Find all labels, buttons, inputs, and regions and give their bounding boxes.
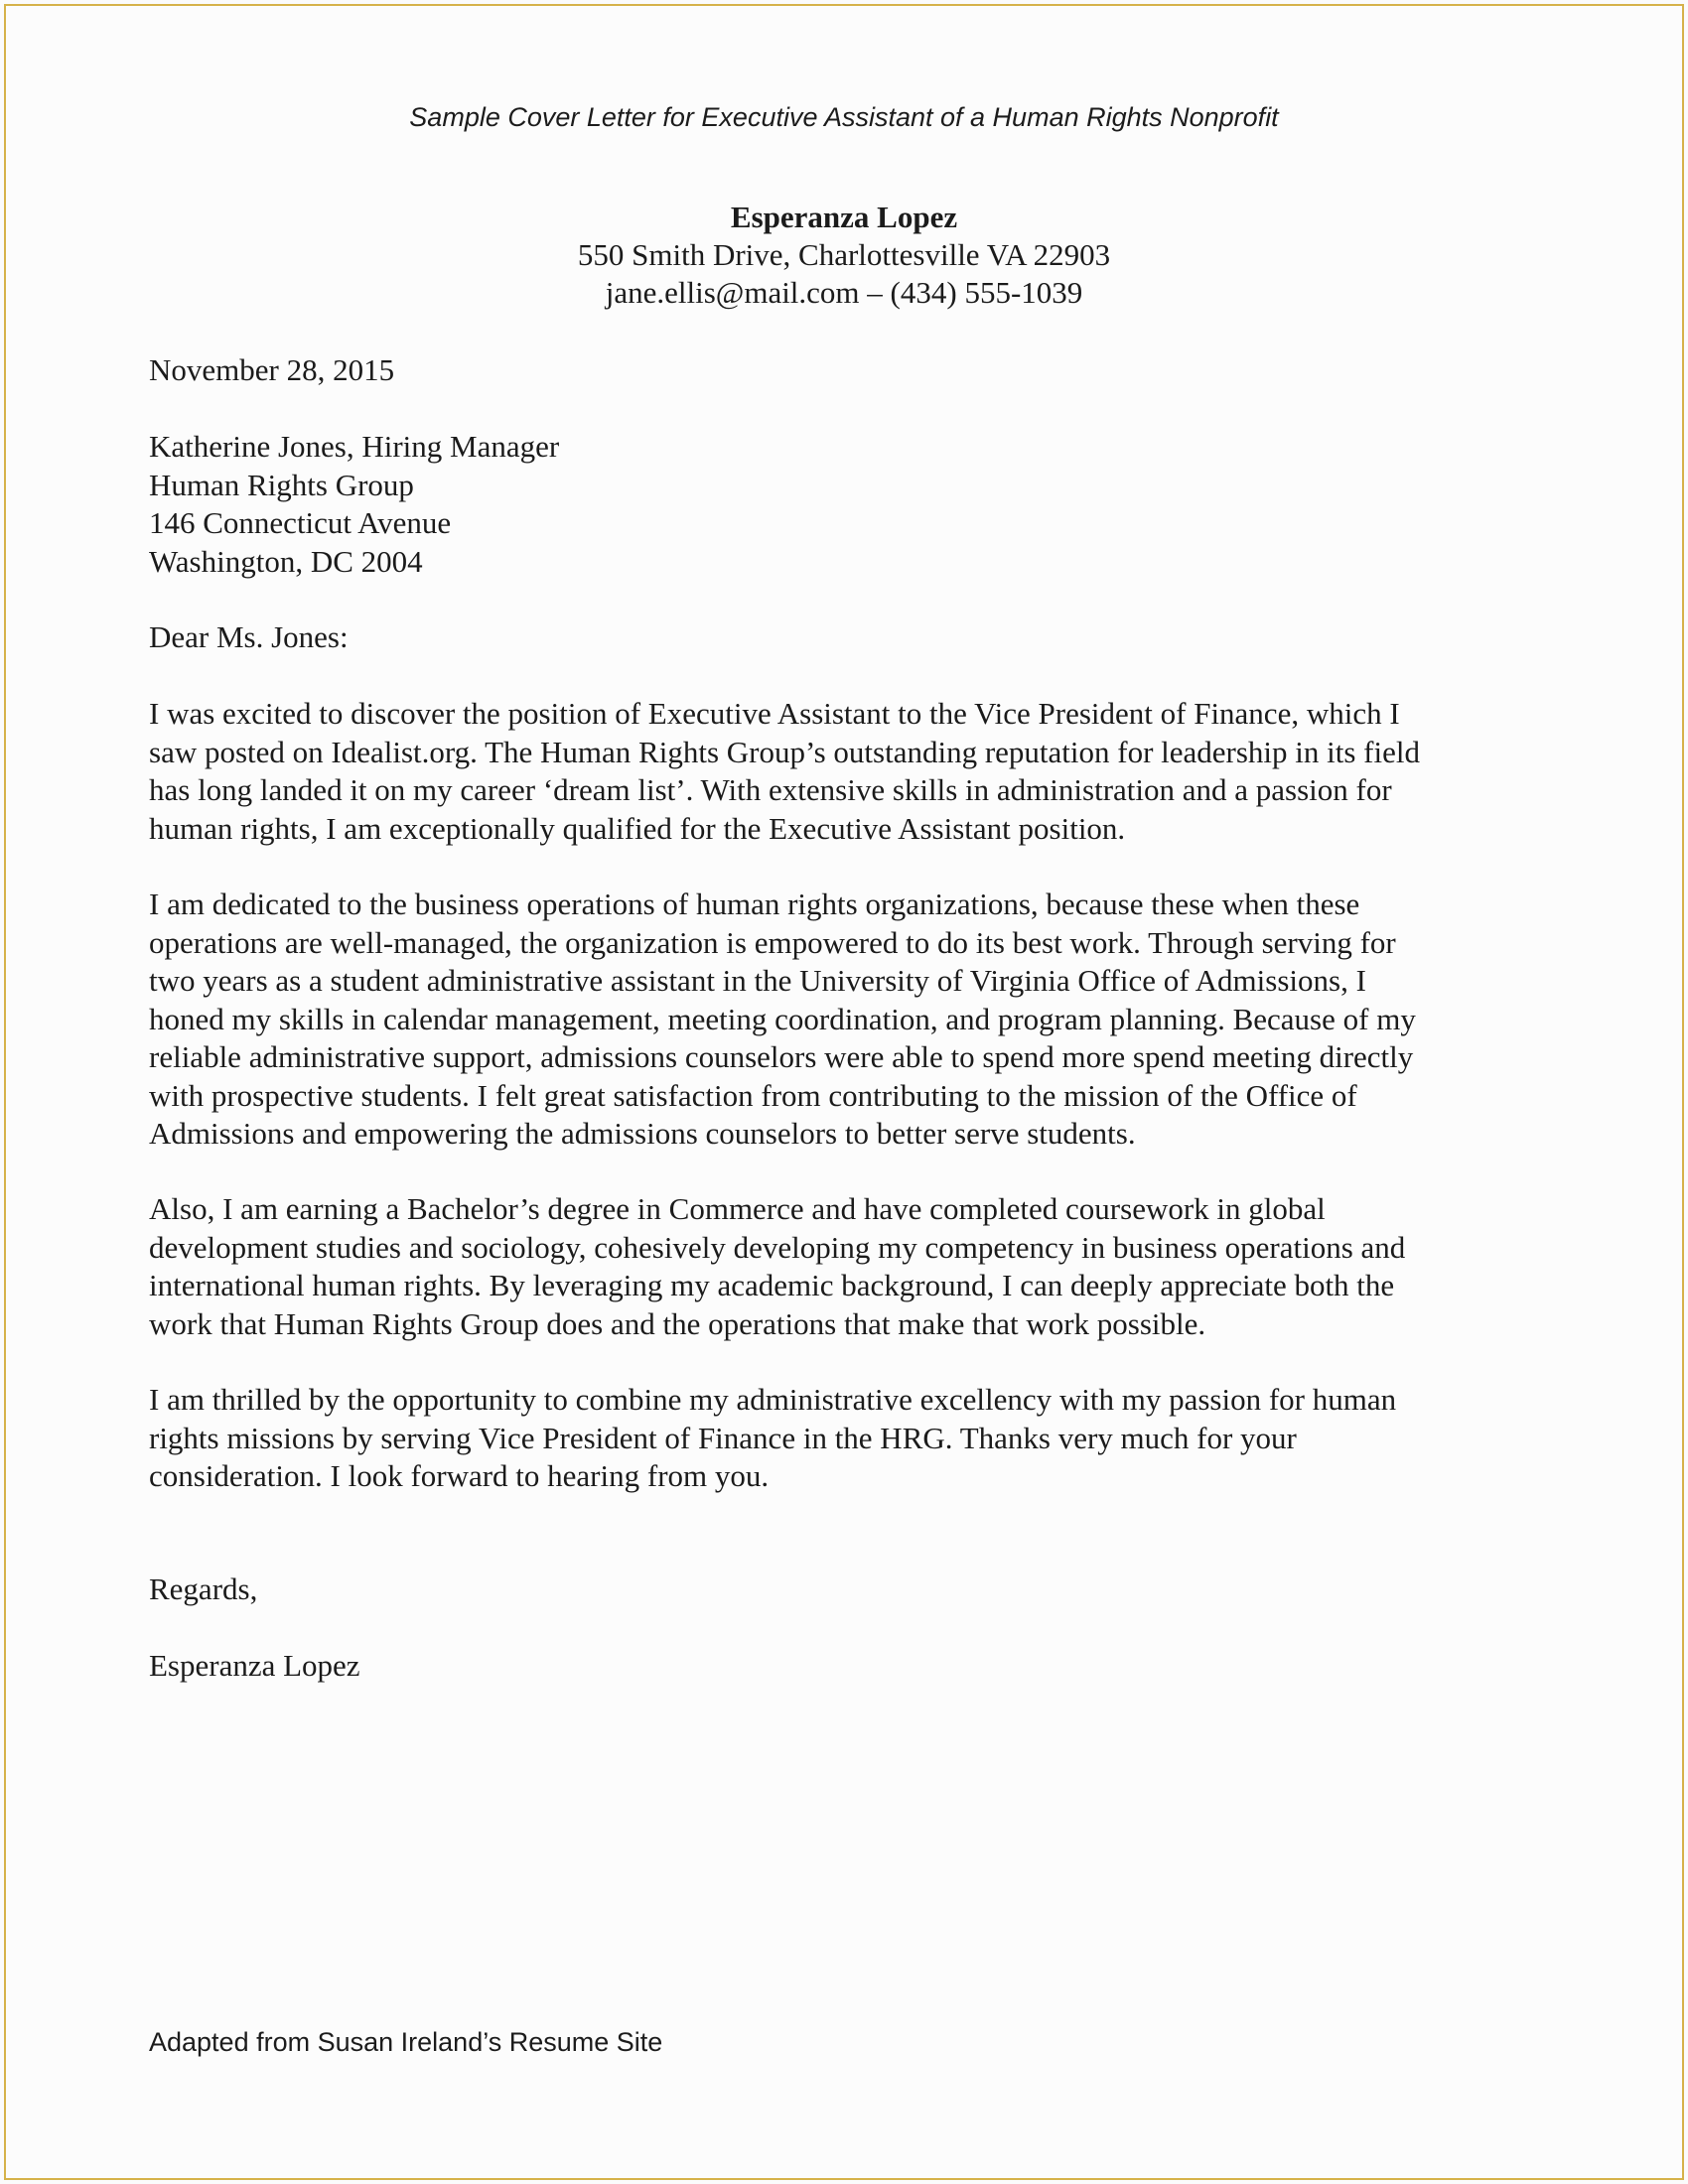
- paragraph-line: rights missions by serving Vice President of Finance in the HRG. Thanks very much for your: [149, 1420, 1297, 1455]
- sender-block: [0, 199, 1688, 312]
- sender-name: Esperanza Lopez: [730, 200, 958, 234]
- paragraph-2: [149, 886, 1559, 1154]
- paragraph-line: international human rights. By leveraging my academic background, I can deeply appreciate both the: [149, 1268, 1395, 1302]
- paragraph-line: operations are well-managed, the organization is empowered to do its best work. Through serving for: [149, 924, 1396, 960]
- signature: Esperanza Lopez: [149, 1648, 360, 1683]
- footer-credit: Adapted from Susan Ireland’s Resume Site: [149, 2027, 663, 2057]
- paragraph-line: has long landed it on my career ‘dream list’. With extensive skills in administration and a passion for: [149, 772, 1392, 807]
- paragraph-line: two years as a student administrative assistant in the University of Virginia Office of Admissions, I: [149, 963, 1366, 998]
- paragraph-1: [149, 695, 1559, 848]
- letter-date: November 28, 2015: [149, 352, 395, 387]
- paragraph-line: consideration. I look forward to hearing from you.: [149, 1458, 770, 1493]
- paragraph-line: saw posted on Idealist.org. The Human Rights Group’s outstanding reputation for leadership in its field: [149, 734, 1420, 769]
- paragraph-4: [149, 1381, 1559, 1496]
- paragraph-line: reliable administrative support, admissions counselors were able to spend more spend meeting directly: [149, 1039, 1414, 1074]
- paragraph-3: [149, 1190, 1559, 1343]
- paragraph-line: development studies and sociology, cohesively developing my competency in business operations and: [149, 1229, 1406, 1265]
- sender-address: 550 Smith Drive, Charlottesville VA 22903: [577, 237, 1111, 272]
- paragraph-line: Also, I am earning a Bachelor’s degree in Commerce and have completed coursework in global: [149, 1191, 1326, 1226]
- paragraph-line: work that Human Rights Group does and the operations that make that work possible.: [149, 1305, 1206, 1341]
- paragraph-line: honed my skills in calendar management, meeting coordination, and program planning. Because of my: [149, 1001, 1416, 1036]
- recipient-street: 146 Connecticut Avenue: [149, 505, 452, 540]
- recipient-block: [149, 428, 1559, 581]
- closing: Regards,: [149, 1571, 258, 1606]
- paragraph-line: I am thrilled by the opportunity to combine my administrative excellency with my passion for human: [149, 1382, 1397, 1417]
- paragraph-line: Admissions and empowering the admissions counselors to better serve students.: [149, 1116, 1136, 1151]
- recipient-city: Washington, DC 2004: [149, 543, 423, 579]
- recipient-name: Katherine Jones, Hiring Manager: [149, 429, 560, 464]
- paragraph-line: human rights, I am exceptionally qualified for the Executive Assistant position.: [149, 810, 1126, 846]
- sender-contact: jane.ellis@mail.com – (434) 555-1039: [605, 275, 1083, 310]
- paragraph-line: with prospective students. I felt great satisfaction from contributing to the mission of the Office of: [149, 1077, 1357, 1113]
- paragraph-line: I am dedicated to the business operations of human rights organizations, because these when these: [149, 887, 1360, 921]
- recipient-organization: Human Rights Group: [149, 467, 414, 502]
- salutation: Dear Ms. Jones:: [149, 619, 349, 654]
- document-title: Sample Cover Letter for Executive Assistant of a Human Rights Nonprofit: [409, 102, 1279, 132]
- paragraph-line: I was excited to discover the position of Executive Assistant to the Vice President of Finance, which I: [149, 696, 1400, 731]
